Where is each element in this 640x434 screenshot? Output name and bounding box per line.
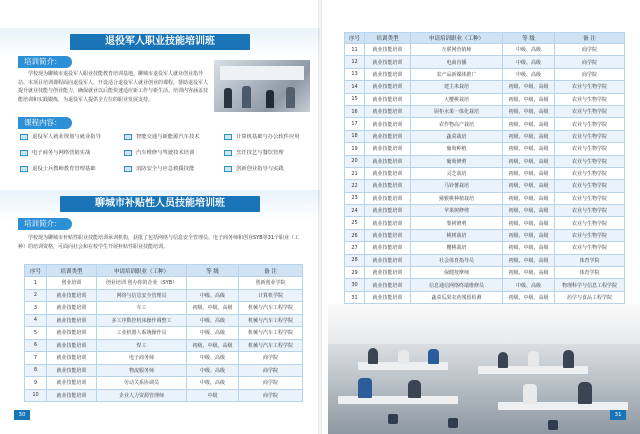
table-header: 备 注	[555, 33, 625, 44]
course-item: 计算机基础与办公软件应用	[222, 132, 318, 142]
course-icon	[224, 166, 232, 172]
table-header: 等 级	[187, 265, 239, 277]
table-row: 28 就业技能培训 社会体育指导员 初级、中级、高级 体育学院	[345, 254, 625, 266]
course-item: 创新创业指导与实践	[222, 164, 318, 174]
table-header: 等 级	[503, 33, 555, 44]
table-row: 20 就业技能培训 葡萄修剪 初级、中级、高级 农业与生物学院	[345, 155, 625, 167]
table-row: 16 就业技能培训 厨柜水果一体化栽培 初级、中级、高级 农业与生物学院	[345, 105, 625, 117]
page-number-right: 31	[610, 410, 626, 420]
table-header: 培训类型	[365, 33, 411, 44]
table-header: 序号	[25, 265, 47, 277]
classroom-photo	[328, 304, 640, 434]
table-row: 17 就业技能培训 农作物高产栽培 初级、中级、高级 农业与生物学院	[345, 118, 625, 130]
table-header: 培训类型	[47, 265, 97, 277]
course-item: 智能交通与新能源汽车技术	[122, 132, 220, 142]
table-header: 备 注	[239, 265, 303, 277]
table-row: 1 创业培训 创业培训 创办你的企业（SYB） 创新创业学院	[25, 277, 303, 290]
table-row: 9 就业技能培训 劳动关系协调员 中级、高级 商学院	[25, 377, 303, 390]
section-heading-intro-2: 培训简介：	[18, 218, 72, 230]
table-row: 18 就业技能培训 蔬菜栽培 初级、中级、高级 农业与生物学院	[345, 130, 625, 142]
table-row: 8 就业技能培训 物流服务师 中级、高级 商学院	[25, 364, 303, 377]
table-row: 30 就业技能培训 信息通信网络终端维修员 中级、高级 物理科学与信息工程学院	[345, 279, 625, 291]
course-item: 退役士兵教师教育管理基础	[18, 164, 118, 174]
course-item: 电子商务与网络营销实战	[18, 148, 118, 158]
table-row: 2 就业技能培训 网络与信息安全管理员 中级、高级 计算机学院	[25, 289, 303, 302]
table-row: 10 就业技能培训 企业人力资源管理师 中级 商学院	[25, 389, 303, 402]
course-icon	[20, 134, 28, 140]
book-spine	[318, 0, 322, 434]
table-row: 7 就业技能培训 电子商务师 中级、高级 商学院	[25, 352, 303, 365]
course-icon	[124, 150, 132, 156]
training-table-left	[24, 264, 303, 402]
section-heading-courses: 课程内容：	[18, 117, 72, 129]
table-row: 4 就业技能培训 多工序数控机床操作调整工 中级、高级 机械与汽车工程学院	[25, 314, 303, 327]
table-row: 12 就业技能培训 电商直播 中级、高级 商学院	[345, 56, 625, 68]
training-photo	[214, 60, 310, 112]
course-item: 退役军人就业规划与就业指导	[18, 132, 118, 142]
table-row: 26 就业技能培训 桃树栽培 初级、中级、高级 农业与生物学院	[345, 229, 625, 241]
right-page	[320, 0, 640, 434]
table-row: 25 就业技能培训 梨树修剪 初级、中级、高级 农业与生物学院	[345, 217, 625, 229]
table-row: 14 就业技能培训 建主米栽培 初级、中级、高级 农业与生物学院	[345, 81, 625, 93]
table-row: 5 就业技能培训 工业机器人系统操作员 中级、高级 机械与汽车工程学院	[25, 327, 303, 340]
table-row: 21 就业技能培训 灵芝栽培 初级、中级、高级 农业与生物学院	[345, 167, 625, 179]
table-row: 6 就业技能培训 焊工 初级、中级、高级 机械与汽车工程学院	[25, 339, 303, 352]
course-icon	[124, 166, 132, 172]
page-number-left: 30	[14, 410, 30, 420]
table-header: 序号	[345, 33, 365, 44]
training-table-right	[344, 32, 625, 304]
table-row: 31 就业技能培训 蔬菜瓜果农药残留检测 初级、中级、高级 药学与食品工程学院	[345, 291, 625, 303]
course-icon	[224, 134, 232, 140]
page-title-subsidized: 聊城市补贴性人员技能培训班	[60, 196, 260, 212]
course-item: 消防安全与应急救援技能	[122, 164, 220, 174]
table-row: 27 就业技能培训 樱桃栽培 初级、中级、高级 农业与生物学院	[345, 242, 625, 254]
course-icon	[124, 134, 132, 140]
course-item: 烹饪技艺与餐饮管理	[222, 148, 318, 158]
table-row: 19 就业技能培训 葡萄种植 初级、中级、高级 农业与生物学院	[345, 143, 625, 155]
course-icon	[20, 150, 28, 156]
table-row: 15 就业技能培训 大樱桃栽培 初级、中级、高级 农业与生物学院	[345, 93, 625, 105]
course-icon	[20, 166, 28, 172]
table-header: 申请培训职业（工种）	[411, 33, 503, 44]
table-row: 29 就业技能培训 保健按摩师 初级、中级、高级 体育学院	[345, 267, 625, 279]
section-heading-intro: 培训简介：	[18, 56, 72, 68]
table-row: 13 就业技能培训 农产品新媒体推广 中级、高级 商学院	[345, 68, 625, 80]
intro-paragraph-2: 学校现为聊城市补贴性职业技能培训承训机构，获批了包括网络与信息安全管理员、电子商务师和创业SYB等31个职业（工种）的培训资格，可面向社会和在校学生开展补贴性职业技能培训。	[18, 235, 300, 250]
table-row: 23 就业技能培训 猕猴桃种植栽培 初级、中级、高级 农业与生物学院	[345, 192, 625, 204]
course-item: 汽车维修与驾驶技术培训	[122, 148, 220, 158]
intro-paragraph: 学校现为聊城市退役军人职业技能教育培训基地。聊城市退役军人就业创业指导站。本项目培训课程面向退役军人，开设适合退役军人就业创业的课程，帮助退役军人提升就业技能与创业能力，确保就业以后能快速适应新工作与新生活。培训内容涵盖技能培训和实践锻炼，为退役军人提供全方位的职业发展支持。	[18, 71, 209, 103]
table-row: 3 就业技能培训 车工 初级、中级、高级 机械与汽车工程学院	[25, 302, 303, 315]
table-row: 11 就业技能培训 互联网营销师 中级、高级 商学院	[345, 44, 625, 56]
table-row: 22 就业技能培训 马铃薯栽培 初级、中级、高级 农业与生物学院	[345, 180, 625, 192]
course-icon	[224, 150, 232, 156]
table-row: 24 就业技能培训 苹果树修剪 初级、中级、高级 农业与生物学院	[345, 205, 625, 217]
page-title-veterans: 退役军人职业技能培训班	[70, 34, 250, 50]
table-header: 申请培训职业（工种）	[97, 265, 187, 277]
